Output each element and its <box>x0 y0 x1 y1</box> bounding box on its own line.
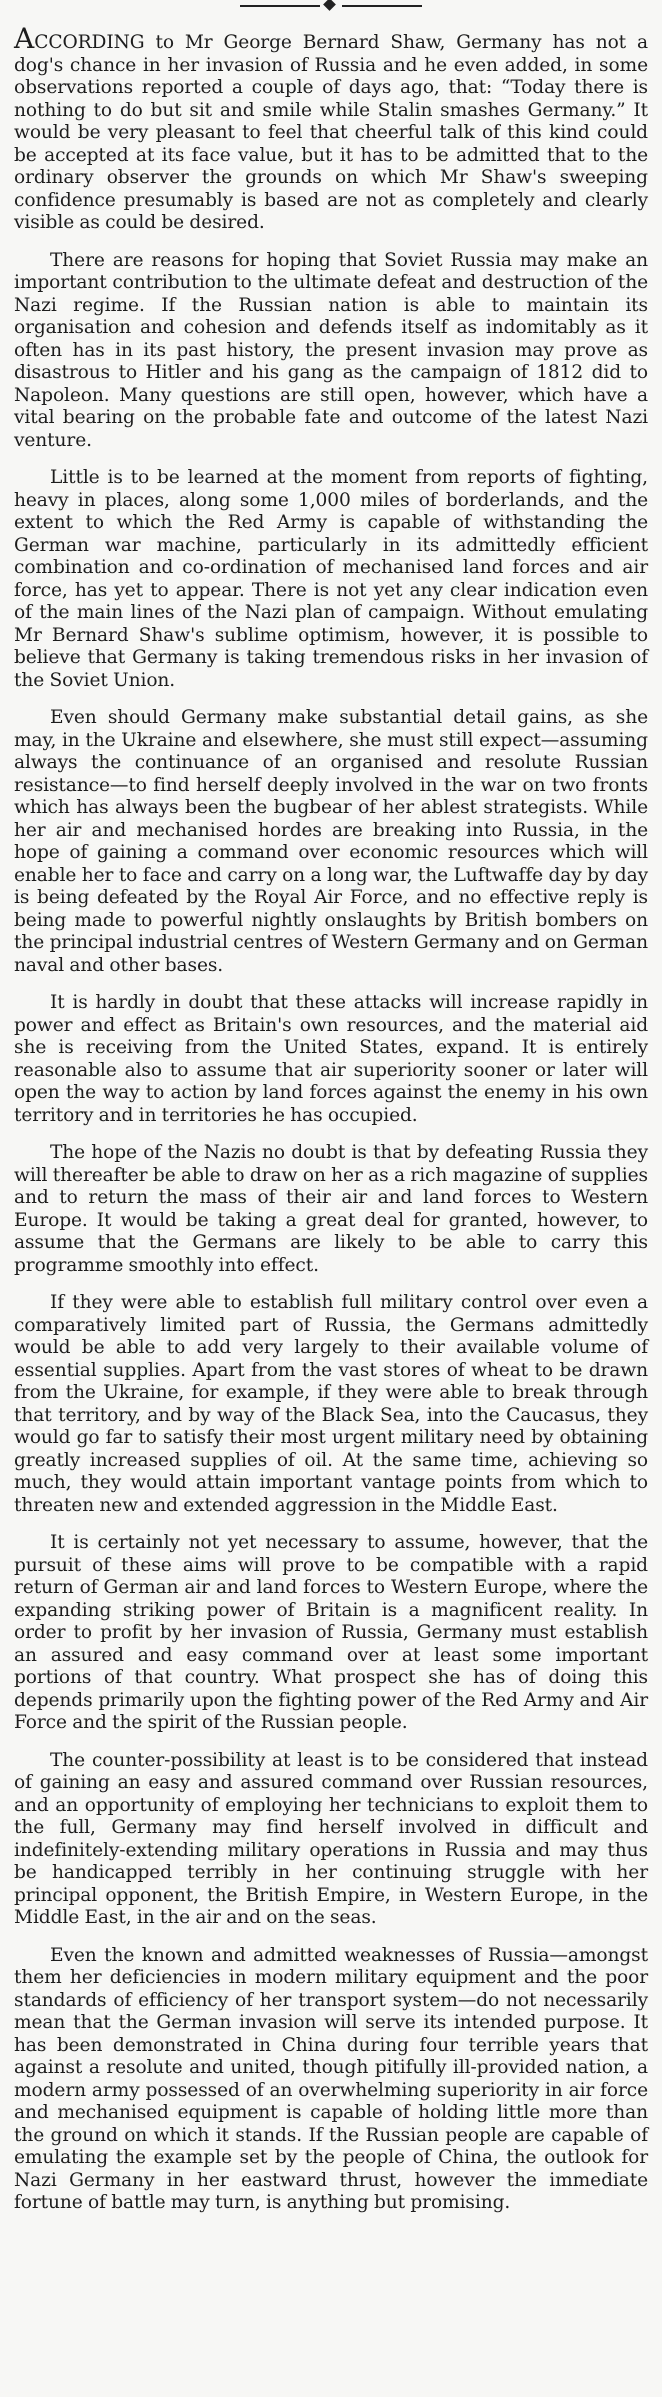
paragraph-5: It is hardly in doubt that these attacks will increase rapidly in power and effect as Britain's own resources, and the material aid she is receiving from the United States, expand. It is entirely reasonable also to assume that air superiority sooner or later will open the way to action by land forces against the enemy in his own territory and in territories he has occupied. <box>14 992 648 1126</box>
paragraph-10: Even the known and admitted weaknesses of Russia—amongst them her deficiencies in modern military equipment and the poor standards of efficiency of her transport system—do not necessarily mean that the German invasion will serve its intended purpose. It has been demonstrated in China during four terrible years that against a resolute and united, though pitifully ill-provided nation, a modern army possessed of an overwhelming superiority in air force and mechanised equipment is capable of holding little more than the ground on which it stands. If the Russian people are capable of emulating the example set by the people of China, the outlook for Nazi Germany in her eastward thrust, however the immediate fortune of battle may turn, is anything but promising. <box>14 1944 648 2213</box>
paragraph-7: If they were able to establish full military control over even a comparatively limited part of Russia, the Germans admittedly would be able to add very largely to their available volume of essential supplies. Apart from the vast stores of wheat to be drawn from the Ukraine, for example, if they were able to break through that territory, and by way of the Black Sea, into the Caucasus, they would go far to satisfy their most urgent military need by obtaining greatly increased supplies of oil. At the same time, achieving so much, they would attain important vantage points from which to threaten new and extended aggression in the Middle East. <box>14 1292 648 1516</box>
ornament-rule-left <box>240 5 320 7</box>
ornament-divider <box>240 0 422 12</box>
paragraph-6: The hope of the Nazis no doubt is that by defeating Russia they will thereafter be able to draw on her as a rich magazine of supplies and to return the mass of their air and land forces to Western Europe. It would be taking a great deal for granted, however, to assume that the Germans are likely to be able to carry this programme smoothly into effect. <box>14 1142 648 1276</box>
paragraph-1 <box>14 22 648 235</box>
article-body <box>14 22 648 2215</box>
paragraph-4: Even should Germany make substantial detail gains, as she may, in the Ukraine and elsewhere, she must still expect—assuming always the continuance of an organised and resolute Russian resistance—to find herself deeply involved in the war on two fronts which has always been the bugbear of her ablest strategists. While her air and mechanised hordes are breaking into Russia, in the hope of gaining a command over economic resources which will enable her to face and carry on a long war, the Luftwaffe day by day is being defeated by the Royal Air Force, and no effective reply is being made to powerful nightly onslaughts by British bombers on the principal industrial centres of Western Germany and on German naval and other bases. <box>14 707 648 976</box>
paragraph-9: The counter-possibility at least is to be considered that instead of gaining an easy and assured command over Russian resources, and an opportunity of employing her technicians to exploit them to the full, Germany may find herself involved in difficult and indefinitely-extending military operations in Russia and may thus be handicapped terribly in her continuing struggle with her principal opponent, the British Empire, in Western Europe, in the Middle East, in the air and on the seas. <box>14 1749 648 1928</box>
paragraph-8: It is certainly not yet necessary to assume, however, that the pursuit of these aims will prove to be compatible with a rapid return of German air and land forces to Western Europe, where the expanding striking power of Britain is a magnificent reality. In order to profit by her invasion of Russia, Germany must establish an assured and easy command over at least some important portions of that country. What prospect she has of doing this depends primarily upon the fighting power of the Red Army and Air Force and the spirit of the Russian people. <box>14 1532 648 1733</box>
ornament-rule-right <box>342 5 422 7</box>
paragraph-2: There are reasons for hoping that Soviet Russia may make an important contribution to the ultimate defeat and destruction of the Nazi regime. If the Russian nation is able to maintain its organisation and cohesion and defends itself as indomitably as it often has in its past history, the present invasion may prove as disastrous to Hitler and his gang as the campaign of 1812 did to Napoleon. Many questions are still open, however, which have a vital bearing on the probable fate and outcome of the latest Nazi venture. <box>14 249 648 451</box>
paragraph-1-text: CCORDING to Mr George Bernard Shaw, Germany has not a dog's chance in her invasion of Russia and he even added, in some observations reported a couple of days ago, that: “Today there is nothing to do but sit and smile while Stalin smashes Germany.” It would be very pleasant to feel that cheerful talk of this kind could be accepted at its face value, but it has to be admitted that to the ordinary observer the grounds on which Mr Shaw's sweeping confidence presumably is based are not as completely and clearly visible as could be desired. <box>14 32 648 233</box>
drop-cap: A <box>14 22 35 55</box>
paragraph-3: Little is to be learned at the moment from reports of fighting, heavy in places, along some 1,000 miles of borderlands, and the extent to which the Red Army is capable of withstanding the German war machine, particularly in its admittedly efficient combination and co-ordination of mechanised land forces and air force, has yet to appear. There is not yet any clear indication even of the main lines of the Nazi plan of campaign. Without emulating Mr Bernard Shaw's sublime optimism, however, it is possible to believe that Germany is taking tremendous risks in her invasion of the Soviet Union. <box>14 467 648 691</box>
diamond-ornament-icon <box>323 0 336 11</box>
